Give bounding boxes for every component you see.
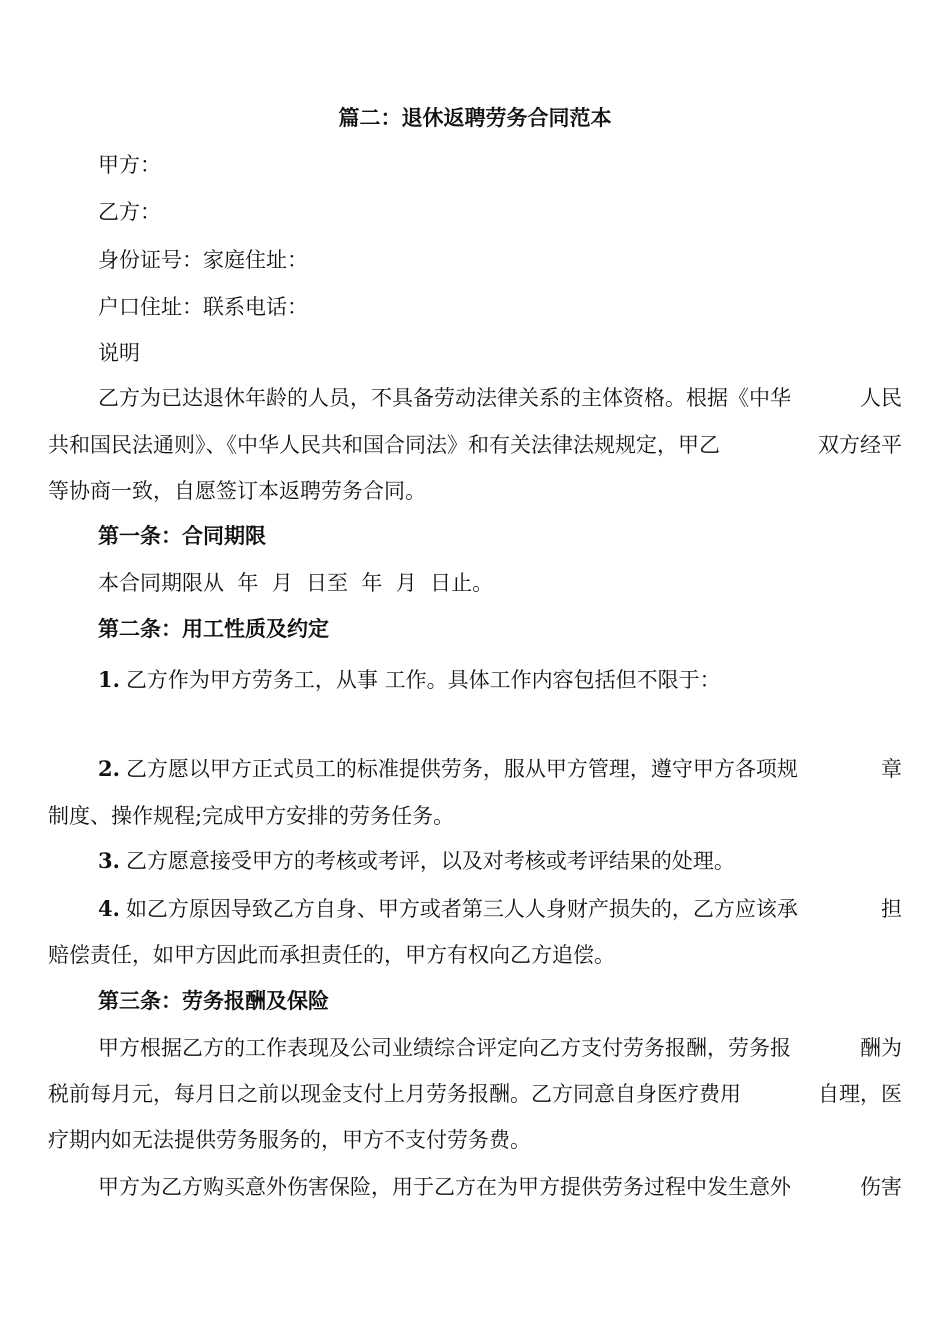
- text-segment: 担: [881, 897, 902, 921]
- text-segment: 共和国民法通则》、《中华人民共和国合同法》和有关法律法规规定，甲乙: [48, 433, 720, 457]
- text-segment: 酬为: [860, 1036, 902, 1060]
- article-2-heading: 第二条：用工性质及约定: [98, 616, 329, 641]
- item-number: 2.: [98, 756, 120, 781]
- article-2-item-2-line-2: 制度、操作规程;完成甲方安排的劳务任务。: [48, 804, 455, 828]
- document-title: 篇二：退休返聘劳务合同范本: [338, 105, 612, 130]
- article-2-item-4-line-2: 赔偿责任，如甲方因此而承担责任的，甲方有权向乙方追偿。: [48, 943, 615, 967]
- item-text: 乙方愿意接受甲方的考核或考评，以及对考核或考评结果的处理。: [125, 849, 735, 873]
- text-segment: 甲方根据乙方的工作表现及公司业绩综合评定向乙方支付劳务报酬，劳务报: [98, 1036, 791, 1060]
- article-2-item-2-line-1: [48, 754, 902, 784]
- hukou-phone-line: 户口住址：联系电话：: [98, 295, 308, 319]
- item-text: 乙方愿以甲方正式员工的标准提供劳务，服从甲方管理，遵守甲方各项规: [125, 757, 798, 781]
- article-3-heading: 第三条：劳务报酬及保险: [98, 988, 329, 1013]
- text-segment: 税前每月元，每月日之前以现金支付上月劳务报酬。乙方同意自身医疗费用: [48, 1082, 741, 1106]
- explain-paragraph-line-2: [48, 430, 902, 460]
- party-b-line: 乙方：: [98, 200, 161, 224]
- article-2-item-3: [48, 846, 902, 876]
- article-3-paragraph-2-line-1: [48, 1172, 902, 1202]
- item-number: 1.: [98, 667, 120, 692]
- item-number: 4.: [98, 896, 120, 921]
- text-segment: 乙方为已达退休年龄的人员，不具备劳动法律关系的主体资格。根据《中华: [98, 386, 791, 410]
- article-2-item-1: [48, 665, 902, 695]
- article-1-text: 本合同期限从 年 月 日至 年 月 日止。: [98, 571, 494, 595]
- item-text: 乙方作为甲方劳务工，从事 工作。具体工作内容包括但不限于：: [125, 668, 721, 692]
- text-segment: 章: [881, 757, 902, 781]
- explain-paragraph-line-3: 等协商一致，自愿签订本返聘劳务合同。: [48, 479, 426, 503]
- text-segment: 人民: [860, 386, 902, 410]
- item-number: 3.: [98, 848, 120, 873]
- text-segment: 甲方为乙方购买意外伤害保险，用于乙方在为甲方提供劳务过程中发生意外: [98, 1175, 791, 1199]
- item-text: 如乙方原因导致乙方自身、甲方或者第三人人身财产损失的，乙方应该承: [125, 897, 798, 921]
- text-segment: [98, 894, 798, 924]
- article-1-heading: 第一条：合同期限: [98, 523, 266, 548]
- document-page: [48, 0, 902, 1344]
- explain-paragraph-line-1: [48, 383, 902, 413]
- party-a-line: 甲方：: [98, 153, 161, 177]
- article-3-paragraph-1-line-2: [48, 1079, 902, 1109]
- article-2-item-4-line-1: [48, 894, 902, 924]
- text-segment: [98, 754, 798, 784]
- text-segment: 自理，医: [818, 1082, 902, 1106]
- id-address-line: 身份证号：家庭住址：: [98, 248, 308, 272]
- article-3-paragraph-1-line-3: 疗期内如无法提供劳务服务的，甲方不支付劳务费。: [48, 1128, 531, 1152]
- explain-heading: 说明: [98, 341, 140, 365]
- text-segment: 双方经平: [818, 433, 902, 457]
- article-3-paragraph-1-line-1: [48, 1033, 902, 1063]
- text-segment: 伤害: [860, 1175, 902, 1199]
